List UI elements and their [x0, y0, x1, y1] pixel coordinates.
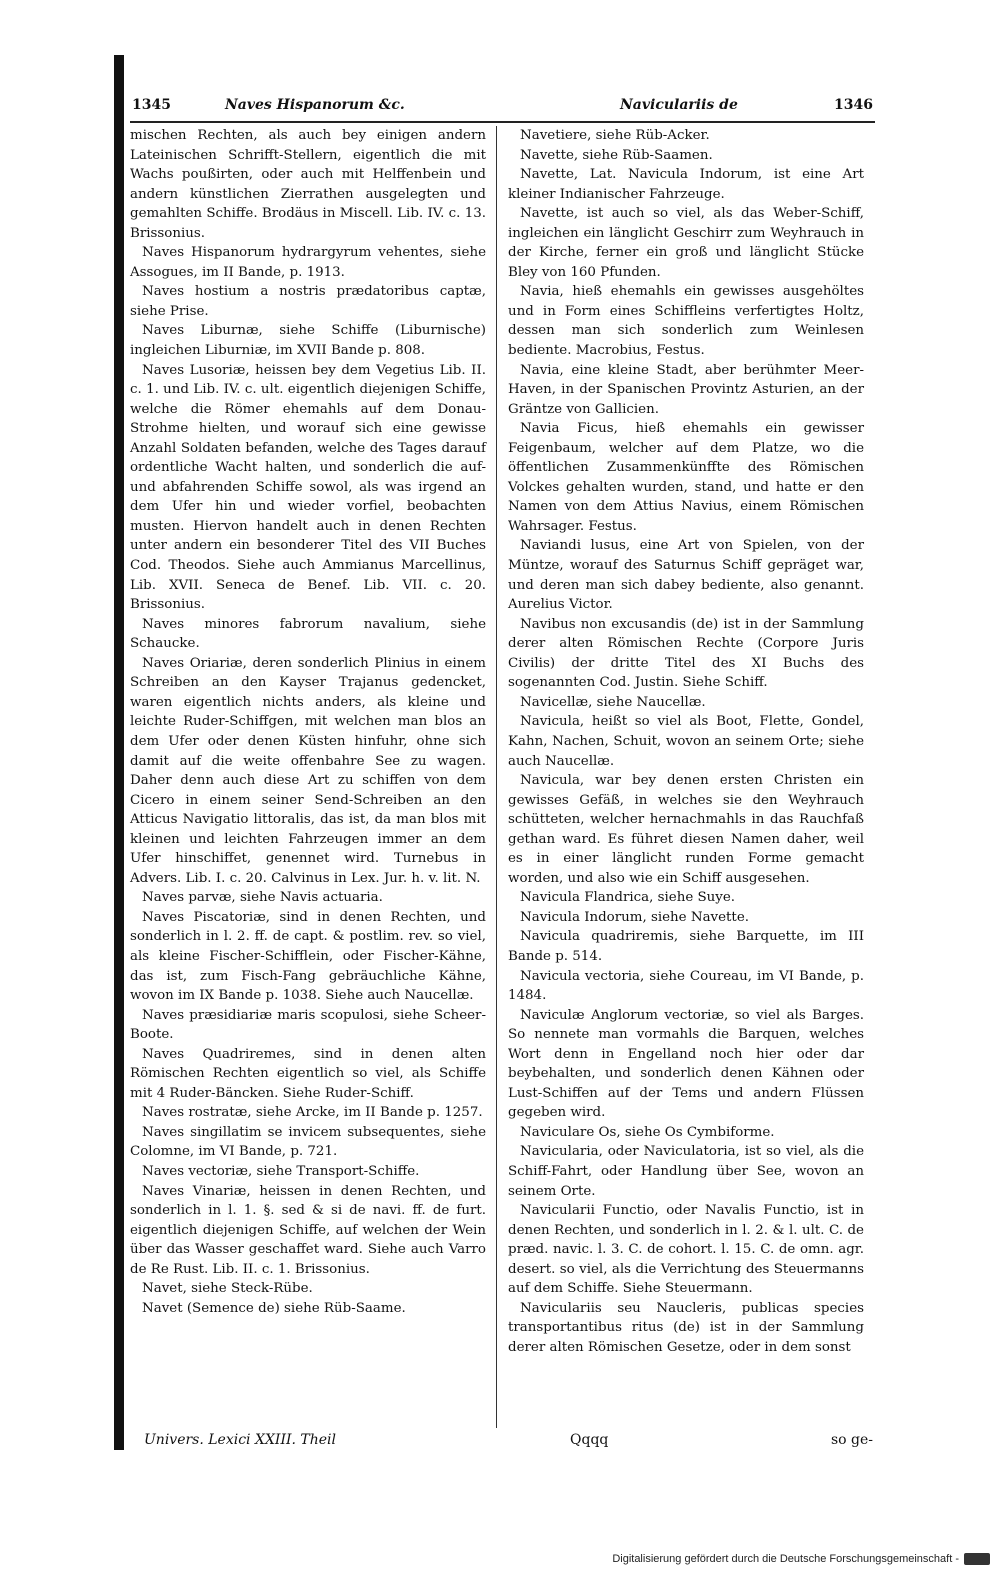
entry: Naves Quadriremes, sind in denen alten Römischen Rechten eigentlich so viel, als Schiffe mit 4 Ruder-Bäncken. Siehe Ruder-Schiff. — [130, 1046, 486, 1101]
quire-mark: Qqqq — [570, 1432, 609, 1448]
page-footer — [130, 1428, 875, 1452]
entry: Naves singillatim se invicem subsequentes, siehe Colomne, im VI Bande, p. 721. — [130, 1124, 486, 1160]
entry: Naviculæ Anglorum vectoriæ, so viel als Barges. So nennete man vormahls die Barquen, welches Wort denn in Engelland noch hier oder dar beybehalten, und sonderlich denen Kähnen oder Lust-Schiffen auf der Tems und andern Flüssen gegeben wird. — [508, 1007, 864, 1121]
entry: Navicularii Functio, oder Navalis Functio, ist in denen Rechten, und sonderlich in l. 2. & l. ult. C. de præd. navic. l. 3. C. de cohort. l. 15. C. de omn. agr. desert. so viel, als die Verrichtung des Steuermanns auf dem Schiffe. Siehe Steuermann. — [508, 1203, 864, 1297]
digitization-credit — [612, 1553, 990, 1565]
running-header — [130, 90, 875, 120]
entry: Navicula quadriremis, siehe Barquette, im III Bande p. 514. — [508, 929, 864, 964]
left-column — [130, 126, 486, 1318]
entry: Navia Ficus, hieß ehemahls ein gewisser Feigenbaum, welcher auf dem Platze, wo die öffentlichen Zusammenkünffte des Römischen Volckes gehalten wurden, stand, und hatte er den Namen von dem Attius Navius, einem Römischen Wahrsager. Festus. — [508, 421, 864, 534]
document-page — [130, 90, 875, 1462]
entry: Navicula vectoria, siehe Coureau, im VI Bande, p. 1484. — [508, 968, 864, 1004]
entry: Navet (Semence de) siehe Rüb-Saame. — [142, 1300, 406, 1316]
entry: Naves præsidiariæ maris scopulosi, siehe Scheer-Boote. — [130, 1007, 486, 1043]
entry: Naves Liburnæ, siehe Schiffe (Liburnische) ingleichen Liburniæ, im XVII Bande p. 808. — [130, 323, 486, 359]
entry: mischen Rechten, als auch bey einigen andern Lateinischen Schrifft-Stellern, eigentlich die mit Wachs poußirten, oder auch mit Helffenbein und andern künstlichen Zierrathen ausgelegten und gemahlten Schiffe. Brodäus in Miscell. Lib. IV. c. 13. Brissonius. — [130, 128, 486, 241]
entry: Navicula, heißt so viel als Boot, Flette, Gondel, Kahn, Nachen, Schuit, wovon an seinem Orte; siehe auch Naucellæ. — [508, 714, 864, 769]
credit-text: Digitalisierung gefördert durch die Deutsche Forschungsgemeinschaft - — [612, 1553, 959, 1565]
right-column — [508, 126, 864, 1357]
entry: Navibus non excusandis (de) ist in der Sammlung derer alten Römischen Rechte (Corpore Juris Civilis) der dritte Titel des XI Buchs des sogenannten Cod. Justin. Siehe Schiff. — [508, 616, 864, 691]
signature-line: Univers. Lexici XXIII. Theil — [144, 1432, 337, 1448]
entry: Naviculare Os, siehe Os Cymbiforme. — [520, 1124, 775, 1140]
entry: Naves Vinariæ, heissen in denen Rechten, und sonderlich in l. 1. §. sed & si de navi. ff. de furt. eigentlich diejenigen Schiffe, auf welchen der Wein über das Wasser geschaffet ward. Siehe auch Varro de Re Rust. Lib. II. c. 1. Brissonius. — [130, 1183, 486, 1277]
column-divider — [496, 126, 497, 1428]
entry: Naviandi lusus, eine Art von Spielen, von der Müntze, worauf des Saturnus Schiff gepräget war, und deren man sich dabey bediente, also genannt. Aurelius Victor. — [508, 538, 864, 613]
entry: Naves vectoriæ, siehe Transport-Schiffe. — [142, 1163, 420, 1179]
running-title-left: Naves Hispanorum &c. — [225, 97, 405, 113]
page-number-left: 1345 — [132, 97, 171, 113]
entry: Naves parvæ, siehe Navis actuaria. — [142, 890, 383, 906]
entry: Navette, siehe Rüb-Saamen. — [520, 147, 713, 163]
entry: Navet, siehe Steck-Rübe. — [142, 1281, 313, 1297]
entry: Naves Oriariæ, deren sonderlich Plinius in einem Schreiben an den Kayser Trajanus gedencket, waren eigentlich nichts anders, als kleine und leichte Ruder-Schiffgen, mit welchen man blos an dem Ufer oder denen Küsten hinfuhr, ohne sich damit auf die weite offenbahre See zu wagen. Daher denn auch diese Art zu schiffen von dem Cicero in einem seiner Send-Schreiben an den Atticus Navigatio littoralis, das ist, da man blos mit kleinen und leichten Fahrzeugen immer an dem Ufer hinschiffet, genennet wird. Turnebus in Advers. Lib. I. c. 20. Calvinus in Lex. Jur. h. v. lit. N. — [130, 655, 486, 886]
entry: Naves hostium a nostris prædatoribus captæ, siehe Prise. — [130, 284, 486, 319]
entry: Naves rostratæ, siehe Arcke, im II Bande p. 1257. — [142, 1105, 483, 1121]
entry: Navetiere, siehe Rüb-Acker. — [520, 128, 710, 143]
entry: Navicellæ, siehe Naucellæ. — [520, 694, 706, 710]
book-spine-shadow — [114, 55, 124, 1450]
entry: Navia, eine kleine Stadt, aber berühmter Meer-Haven, in der Spanischen Provintz Asturien, an der Gräntze von Gallicien. — [508, 362, 864, 417]
running-title-right: Naviculariis de — [620, 97, 738, 113]
header-rule — [130, 121, 875, 123]
entry: Navette, ist auch so viel, als das Weber-Schiff, ingleichen ein länglicht Geschirr zum Weyhrauch in der Kirche, ferner ein groß und länglicht Stücke Bley von 160 Pfunden. — [508, 206, 864, 280]
page-number-right: 1346 — [834, 97, 873, 113]
entry: Navia, hieß ehemahls ein gewisses ausgehöltes und in Form eines Schiffleins verfertigtes Holtz, dessen man sich sonderlich zum Weinlesen bediente. Macrobius, Festus. — [508, 284, 864, 359]
entry: Navicula Indorum, siehe Navette. — [520, 909, 749, 925]
dfg-logo — [964, 1553, 990, 1565]
entry: Navette, Lat. Navicula Indorum, ist eine Art kleiner Indianischer Fahrzeuge. — [508, 167, 864, 202]
entry: Naves Hispanorum hydrargyrum vehentes, siehe Assogues, im II Bande, p. 1913. — [130, 245, 486, 280]
entry: Navicularia, oder Naviculatoria, ist so viel, als die Schiff-Fahrt, oder Handlung über See, wovon an seinem Orte. — [508, 1144, 864, 1199]
entry: Naves minores fabrorum navalium, siehe Schaucke. — [130, 616, 486, 652]
entry: Naves Piscatoriæ, sind in denen Rechten, und sonderlich in l. 2. ff. de capt. & postlim. rev. so viel, als kleine Fischer-Schifflein, oder Fischer-Kähne, das ist, zum Fisch-Fang gebräuchliche Kähne, wovon im IX Bande p. 1038. Siehe auch Naucellæ. — [130, 909, 486, 1004]
entry: Naves Lusoriæ, heissen bey dem Vegetius Lib. II. c. 1. und Lib. IV. c. ult. eigentlich diejenigen Schiffe, welche die Römer ehemahls auf dem Donau-Strohme hielten, und worauf sich eine gewisse Anzahl Soldaten befanden, welche des Tages darauf ordentliche Wacht halten, und sonderlich die auf- und abfahrenden Schiffe sowol, als was irgend an dem Ufer hin und wieder vorfiel, beobachten musten. Hiervon handelt auch in denen Rechten unter andern ein besonderer Titel des VII Buches Cod. Theodos. Siehe auch Ammianus Marcellinus, Lib. XVII. Seneca de Benef. Lib. VII. c. 20. Brissonius. — [130, 362, 486, 613]
entry: Naviculariis seu Naucleris, publicas species transportantibus ritus (de) ist in der Sammlung derer alten Römischen Gesetze, oder in dem sonst — [508, 1300, 864, 1355]
entry: Navicula, war bey denen ersten Christen ein gewisses Gefäß, in welches sie den Weyhrauch schütteten, welcher hernachmahls in das Rauchfaß gethan ward. Es führet diesen Namen daher, weil es in einer länglicht runden Forme gemacht worden, und also wie ein Schiff ausgesehen. — [508, 773, 864, 886]
entry: Navicula Flandrica, siehe Suye. — [520, 890, 736, 906]
catchword: so ge- — [830, 1432, 873, 1448]
